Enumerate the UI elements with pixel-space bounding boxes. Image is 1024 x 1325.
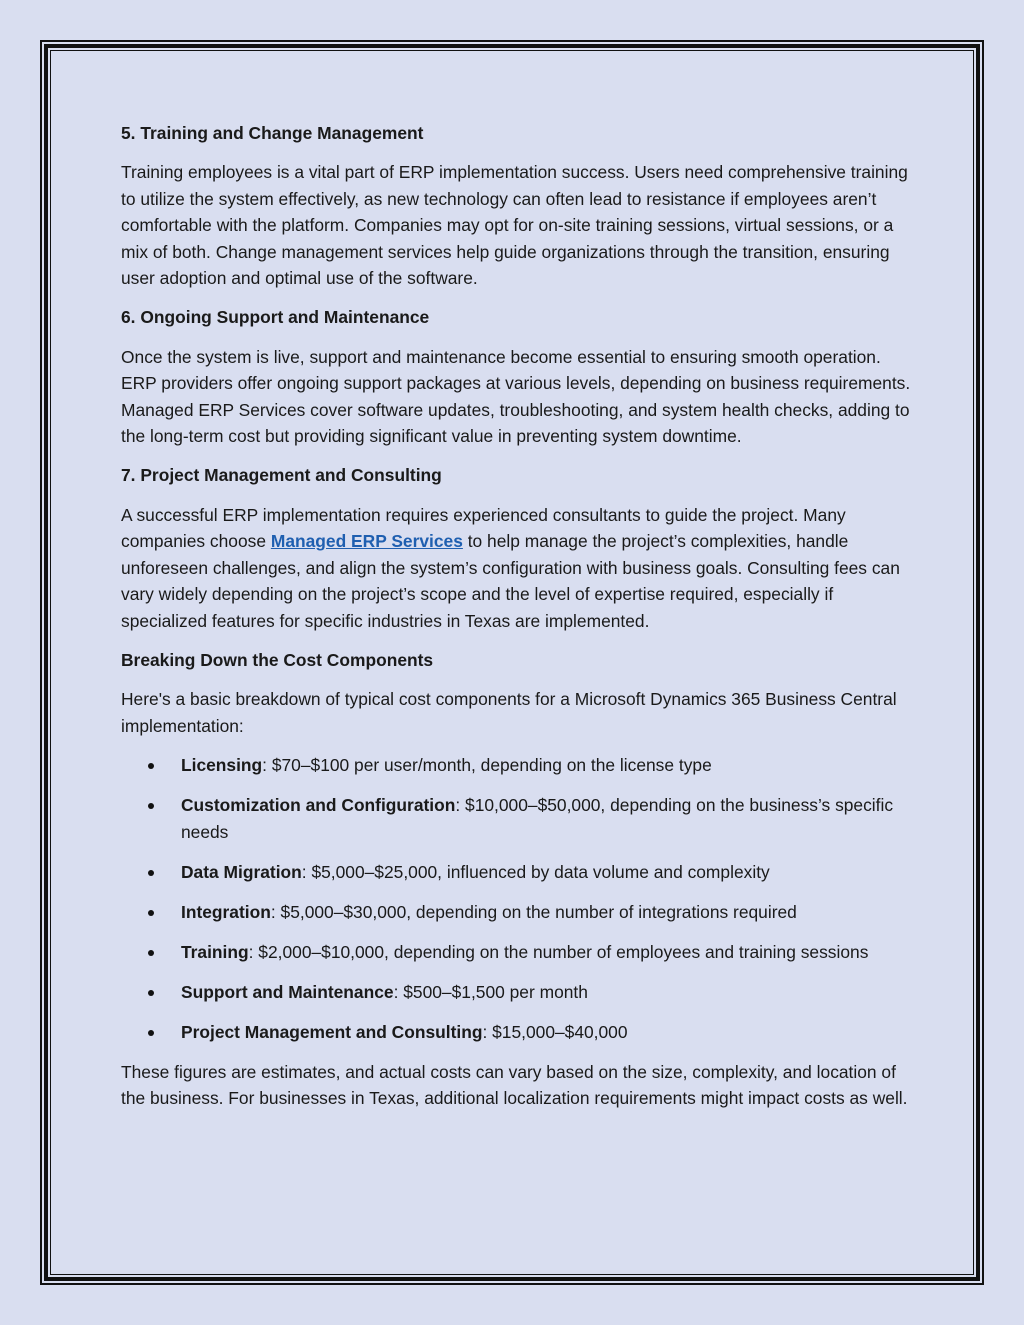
bullet-icon (148, 990, 154, 996)
list-item (121, 752, 911, 778)
bullet-icon (148, 1030, 154, 1036)
list-item (121, 979, 911, 1005)
bullet-icon (148, 870, 154, 876)
item-detail: : $2,000–$10,000, depending on the number of employees and training sessions (248, 941, 869, 962)
bullet-icon (148, 910, 154, 916)
heading-ongoing-support: 6. Ongoing Support and Maintenance (121, 307, 430, 328)
item-label: Project Management and Consulting (181, 1021, 483, 1042)
paragraph-project-management (121, 502, 911, 634)
paragraph-ongoing-support: Once the system is live, support and maintenance become essential to ensuring smooth operation. ERP providers offer ongoing support packages at various levels, depending on business requirements. Managed ERP Services cover software updates, troubleshooting, and system health checks, adding to the long-term cost but providing significant value in preventing system downtime. (121, 346, 911, 447)
paragraph-text: A successful ERP implementation requires experienced consultants to guide the project. Many companies choose (121, 504, 846, 552)
paragraph-cost-intro: Here's a basic breakdown of typical cost components for a Microsoft Dynamics 365 Business Central implementation: (121, 689, 897, 736)
list-item (121, 859, 911, 885)
list-item (121, 939, 911, 965)
heading-training-change-management: 5. Training and Change Management (121, 123, 424, 143)
managed-erp-services-link[interactable]: Managed ERP Services (270, 531, 463, 552)
paragraph-text: to help manage the project’s complexities, handle unforeseen challenges, and align the system’s configuration with business goals. Consulting fees can vary widely depending on the project’s scope and the level of expertise required, especially if specialized features for specific industries in Texas are implemented. (121, 531, 900, 631)
item-label: Data Migration (181, 861, 302, 882)
item-label: Support and Maintenance (181, 981, 394, 1002)
list-item (121, 1019, 911, 1045)
item-detail: : $70–$100 per user/month, depending on the license type (262, 755, 712, 776)
item-label: Customization and Configuration (181, 795, 456, 816)
document-body (121, 120, 911, 1124)
list-item (121, 792, 911, 845)
item-label: Licensing (181, 755, 263, 776)
item-detail: : $15,000–$40,000 (482, 1021, 628, 1042)
item-label: Integration (181, 901, 271, 922)
item-detail: : $10,000–$50,000, depending on the business’s specific needs (181, 795, 894, 842)
paragraph-closing: These figures are estimates, and actual costs can vary based on the size, complexity, and location of the business. For businesses in Texas, additional localization requirements might impact costs as well. (121, 1061, 908, 1108)
heading-project-management: 7. Project Management and Consulting (121, 465, 442, 486)
item-label: Training (181, 941, 249, 962)
bullet-icon (148, 763, 154, 769)
item-detail: : $5,000–$25,000, influenced by data volume and complexity (301, 861, 770, 882)
bullet-icon (148, 803, 154, 809)
list-item (121, 899, 911, 925)
paragraph-training-change-management: Training employees is a vital part of ERP implementation success. Users need comprehensive training to utilize the system effectively, as new technology can often lead to resistance if employees aren’t comfortable with the platform. Companies may opt for on-site training sessions, virtual sessions, or a mix of both. Change management services help guide organizations through the transition, ensuring user adoption and optimal use of the software. (121, 162, 908, 289)
bullet-icon (148, 950, 154, 956)
item-detail: : $5,000–$30,000, depending on the number of integrations required (270, 901, 797, 922)
cost-components-list (121, 752, 911, 1045)
heading-cost-components: Breaking Down the Cost Components (121, 649, 434, 670)
item-detail: : $500–$1,500 per month (393, 981, 588, 1002)
